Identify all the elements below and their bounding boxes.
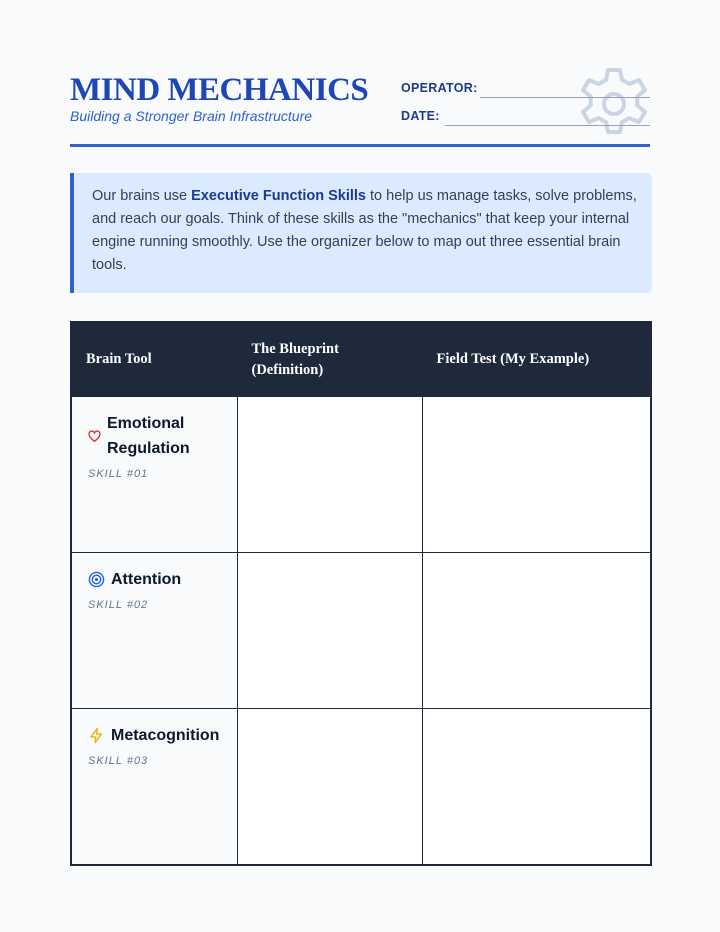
table-row xyxy=(71,553,651,709)
header-brain-tool: Brain Tool xyxy=(71,322,237,397)
table-row xyxy=(71,397,651,553)
operator-field[interactable] xyxy=(480,97,650,98)
tool-name: Metacognition xyxy=(111,727,220,744)
skill-number: SKILL #01 xyxy=(88,468,149,480)
tool-cell xyxy=(71,709,237,866)
skill-number: SKILL #02 xyxy=(88,599,149,611)
page-subtitle: Building a Stronger Brain Infrastructure xyxy=(70,108,313,124)
header-blueprint: The Blueprint (Definition) xyxy=(237,322,422,397)
heart-icon xyxy=(88,430,101,443)
page-title: MIND MECHANICS xyxy=(70,72,369,108)
tool-cell xyxy=(71,553,237,709)
date-field[interactable] xyxy=(445,125,650,126)
intro-text-before: Our brains use xyxy=(92,188,192,204)
operator-label: OPERATOR: xyxy=(401,81,478,95)
organizer-table xyxy=(70,321,652,866)
page-header xyxy=(70,70,650,147)
skill-number: SKILL #03 xyxy=(88,755,149,767)
intro-box xyxy=(70,173,652,293)
target-icon xyxy=(88,571,105,588)
intro-highlight: Executive Function Skills xyxy=(191,188,366,204)
blueprint-cell[interactable] xyxy=(237,397,422,553)
field-test-cell[interactable] xyxy=(422,553,651,709)
blueprint-cell[interactable] xyxy=(237,553,422,709)
blueprint-cell[interactable] xyxy=(237,709,422,866)
tool-name: Emotional Regulation xyxy=(107,415,190,457)
intro-text-after: to help us manage tasks, solve problems, and reach our goals. Think of these skills as the "mechanics" that keep your internal engine running smoothly. Use the organizer below to map out three essential brain tools. xyxy=(92,188,637,273)
lightning-icon xyxy=(88,727,105,744)
header-field-test: Field Test (My Example) xyxy=(422,322,651,397)
tool-cell xyxy=(71,397,237,553)
field-test-cell[interactable] xyxy=(422,709,651,866)
table-row xyxy=(71,709,651,866)
date-label: DATE: xyxy=(401,109,440,123)
table-header-row xyxy=(71,322,651,397)
tool-name: Attention xyxy=(111,571,182,588)
field-test-cell[interactable] xyxy=(422,397,651,553)
